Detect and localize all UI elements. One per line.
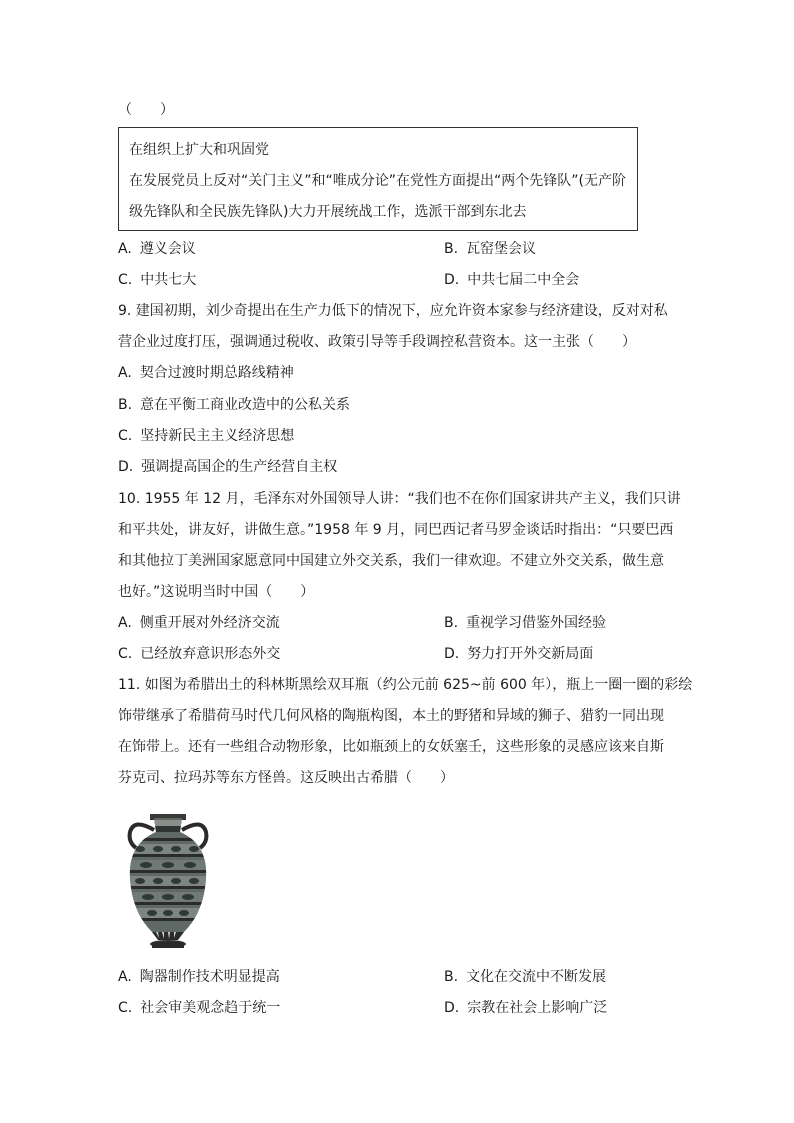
option-letter: C. <box>118 428 133 444</box>
option-letter: D. <box>444 272 460 288</box>
option-text: 努力打开外交新局面 <box>467 646 594 662</box>
option-letter: A. <box>118 969 132 985</box>
q10-option-c <box>118 644 280 664</box>
q10-option-b <box>444 613 606 633</box>
option-text: 重视学习借鉴外国经验 <box>466 615 607 631</box>
option-letter: B. <box>444 241 459 257</box>
q11-option-d <box>444 998 607 1018</box>
option-text: 中共七届二中全会 <box>467 272 580 288</box>
option-text: 宗教在社会上影响广泛 <box>467 1000 608 1016</box>
q9-stem-line-1: 9. 建国初期，刘少奇提出在生产力低下的情况下，应允许资本家参与经济建设，反对对私 <box>118 303 668 319</box>
option-text: 已经放弃意识形态外交 <box>140 646 281 662</box>
option-letter: A. <box>118 241 132 257</box>
q11-stem-line-3: 在饰带上。还有一些组合动物形象，比如瓶颈上的女妖塞壬，这些形象的灵感应该来自斯 <box>118 739 664 755</box>
option-text: 文化在交流中不断发展 <box>466 969 607 985</box>
option-text: 陶器制作技术明显提高 <box>139 969 280 985</box>
option-letter: D. <box>444 1000 460 1016</box>
option-letter: C. <box>118 646 133 662</box>
q8-box-line-2: 在发展党员上反对“关门主义”和“唯成分论”在党性方面提出“两个先锋队”(无产阶 <box>129 173 626 189</box>
q9-option-b <box>118 395 350 415</box>
q11-option-b <box>444 967 606 987</box>
q11-stem-line-4: 芬克司、拉玛苏等东方怪兽。这反映出古希腊（ ） <box>118 770 454 786</box>
q11-stem-line-1: 11. 如图为希腊出土的科林斯黑绘双耳瓶（约公元前 625~前 600 年），瓶上一圈一圈的彩绘 <box>118 677 693 693</box>
option-letter: D. <box>444 646 460 662</box>
option-letter: C. <box>118 1000 133 1016</box>
option-text: 社会审美观念趋于统一 <box>140 1000 281 1016</box>
option-text: 侧重开展对外经济交流 <box>139 615 280 631</box>
option-letter: A. <box>118 615 132 631</box>
q11-option-a <box>118 967 280 987</box>
option-letter: A. <box>118 365 132 381</box>
q11-option-c <box>118 998 280 1018</box>
q10-stem-line-1: 10. 1955 年 12 月，毛泽东对外国领导人讲：“我们也不在你们国家讲共产主义，我们只讲 <box>118 491 681 507</box>
q8-option-c <box>118 270 196 290</box>
q9-option-d <box>118 457 337 477</box>
option-letter: D. <box>118 459 134 475</box>
q10-option-a <box>118 613 280 633</box>
option-letter: C. <box>118 272 133 288</box>
q8-box-line-1: 在组织上扩大和巩固党 <box>129 142 269 158</box>
option-letter: B. <box>118 397 133 413</box>
option-text: 中共七大 <box>140 272 197 288</box>
option-text: 意在平衡工商业改造中的公私关系 <box>140 397 351 413</box>
option-text: 瓦窑堡会议 <box>466 241 537 257</box>
option-text: 坚持新民主主义经济思想 <box>140 428 295 444</box>
q9-option-c <box>118 426 294 446</box>
q8-option-d <box>444 270 579 290</box>
option-letter: B. <box>444 969 459 985</box>
q10-option-d <box>444 644 593 664</box>
q8-answer-bracket: （ ） <box>118 102 174 118</box>
option-text: 强调提高国企的生产经营自主权 <box>141 459 338 475</box>
q10-stem-line-2: 和平共处，讲友好，讲做生意。”1958 年 9 月，同巴西记者马罗金谈话时指出：“只要巴西 <box>118 522 674 538</box>
option-letter: B. <box>444 615 459 631</box>
q8-option-b <box>444 239 536 259</box>
corinthian-amphora-image <box>118 808 218 954</box>
q8-option-a <box>118 239 196 259</box>
q8-material-box <box>118 127 638 231</box>
q9-option-a <box>118 363 294 383</box>
q9-stem-line-2: 营企业过度打压，强调通过税收、政策引导等手段调控私营资本。这一主张（ ） <box>118 334 636 350</box>
q10-stem-line-4: 也好。”这说明当时中国（ ） <box>118 584 315 600</box>
q10-stem-line-3: 和其他拉丁美洲国家愿意同中国建立外交关系，我们一律欢迎。不建立外交关系，做生意 <box>118 553 664 569</box>
option-text: 契合过渡时期总路线精神 <box>139 365 294 381</box>
q8-box-line-3: 级先锋队和全民族先锋队)大力开展统战工作，选派干部到东北去 <box>129 204 527 220</box>
option-text: 遵义会议 <box>139 241 196 257</box>
q11-stem-line-2: 饰带继承了希腊荷马时代几何风格的陶瓶构图，本土的野猪和异域的狮子、猎豹一同出现 <box>118 708 664 724</box>
